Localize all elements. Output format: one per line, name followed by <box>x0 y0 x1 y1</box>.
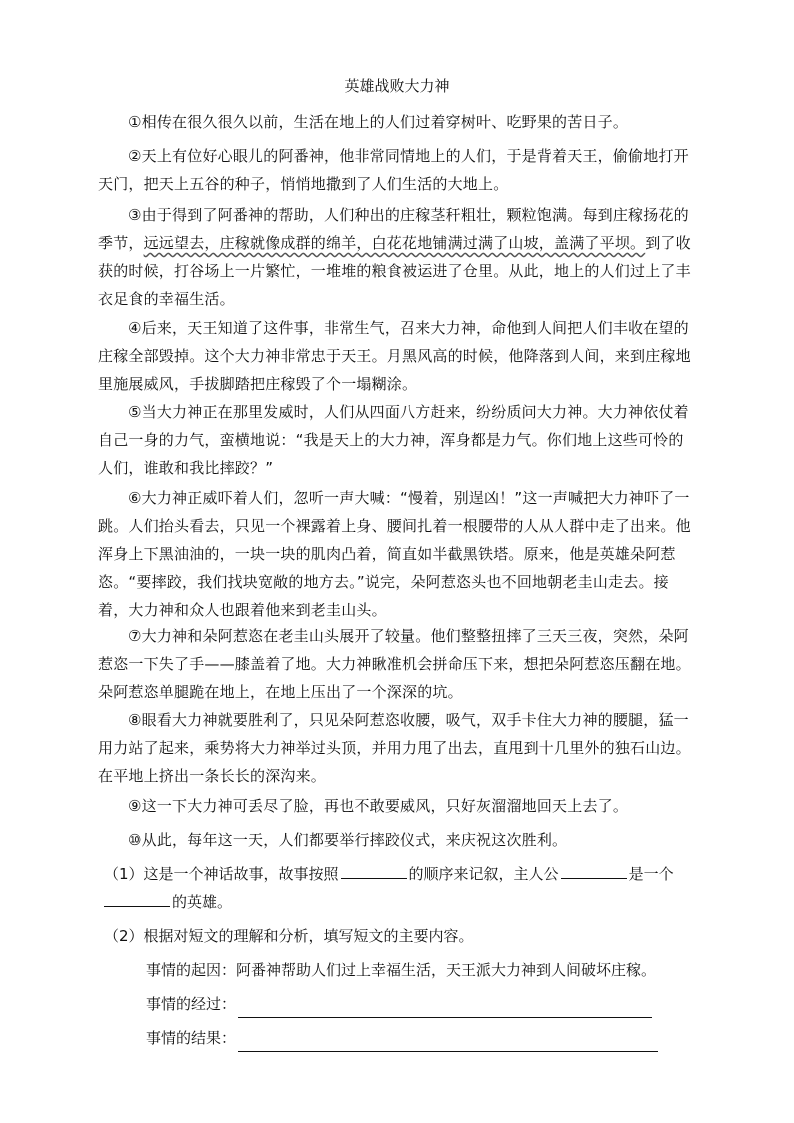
question-1-text-b: 的顺序来记叙，主人公 <box>408 865 559 883</box>
story-result-label: 事情的结果： <box>146 1029 237 1047</box>
question-1-text-c: 是一个 <box>628 865 674 883</box>
question-2-prompt: （2）根据对短文的理解和分析，填写短文的主要内容。 <box>104 927 474 945</box>
question-1-text-a: （1）这是一个神话故事，故事按照 <box>104 865 339 883</box>
story-cause-row <box>146 956 656 984</box>
paragraph-9: ⑨这一下大力神可丢尽了脸，再也不敢要威风，只好灰溜溜地回天上去了。 <box>128 797 629 815</box>
paragraph-3 <box>98 201 698 313</box>
story-process-label: 事情的经过： <box>146 995 237 1013</box>
answer-blank-order[interactable] <box>341 864 407 879</box>
paragraph-7: ⑦大力神和朵阿惹恣在老圭山头展开了较量。他们整整扭摔了三天三夜，突然，朵阿惹恣一下失了手——膝盖着了地。大力神瞅准机会拼命压下来，想把朵阿惹恣压翻在地。朵阿惹恣单腿跪在地上，在地上压出了一个深深的坑。 <box>98 627 691 701</box>
question-1 <box>104 860 704 916</box>
answer-blank-trait[interactable] <box>104 892 170 907</box>
paragraph-2: ②天上有位好心眼儿的阿番神，他非常同情地上的人们，于是背着天王，偷偷地打开天门，把天上五谷的种子，悄悄地撒到了人们生活的大地上。 <box>98 147 689 193</box>
paragraph-4: ④后来，天王知道了这件事，非常生气，召来大力神，命他到人间把人们丰收在望的庄稼全部毁掉。这个大力神非常忠于天王。月黑风高的时候，他降落到人间，来到庄稼地里施展威风，手拔脚踏把庄稼毁了个一塌糊涂。 <box>98 319 691 393</box>
question-1-text-d: 的英雄。 <box>172 893 233 911</box>
story-process-answer-line[interactable] <box>238 999 652 1018</box>
page-title: 英雄战败大力神 <box>344 77 450 95</box>
wavy-underlined-sentence: 远远望去，庄稼就像成群的绵羊，白花花地铺满过满了山坡，盖满了平坝。 <box>143 234 646 252</box>
paragraph-6: ⑥大力神正威吓着人们，忽听一声大喊：“慢着，别逞凶！”这一声喊把大力神吓了一跳。人们抬头看去，只见一个裸露着上身、腰间扎着一根腰带的人从人群中走了出来。他浑身上下黑油油的，一块一块的肌肉凸着，简直如半截黑铁塔。原来，他是英雄朵阿惹恣。“要摔跤，我们找块宽敞的地方去。”说完，朵阿惹恣头也不回地朝老圭山走去。接着，大力神和众人也跟着他来到老圭山头。 <box>98 489 691 619</box>
paragraph-1: ①相传在很久很久以前，生活在地上的人们过着穿树叶、吃野果的苦日子。 <box>128 113 629 131</box>
story-result-row <box>146 1024 658 1052</box>
story-result-answer-line[interactable] <box>238 1033 658 1052</box>
story-process-row <box>146 990 652 1018</box>
paragraph-3-part-a: ③由于得到了阿番神的帮助，人们种出的庄稼茎秆粗壮，颗粒饱满。每到庄稼扬花的季节， <box>98 206 689 252</box>
paragraph-10: ⑩从此，每年这一天，人们都要举行摔跤仪式，来庆祝这次胜利。 <box>128 831 568 849</box>
paragraph-8: ⑧眼看大力神就要胜利了，只见朵阿惹恣收腰，吸气，双手卡住大力神的腰腿，猛一用力站了起来，乘势将大力神举过头顶，并用力甩了出去，直甩到十几里外的独石山边。在平地上挤出一条长长的深沟来。 <box>98 711 691 785</box>
paragraph-3-part-b: 到了收获的时候，打谷场上一片繁忙，一堆堆的粮食被运进了仓里。从此，地上的人们过上了丰衣足食的幸福生活。 <box>98 234 691 308</box>
answer-blank-hero[interactable] <box>561 864 627 879</box>
paragraph-5: ⑤当大力神正在那里发威时，人们从四面八方赶来，纷纷质问大力神。大力神依仗着自己一身的力气，蛮横地说：“我是天上的大力神，浑身都是力气。你们地上这些可怜的人们，谁敢和我比摔跤？” <box>98 403 689 477</box>
story-cause-text: 事情的起因：阿番神帮助人们过上幸福生活，天王派大力神到人间破坏庄稼。 <box>146 961 657 979</box>
